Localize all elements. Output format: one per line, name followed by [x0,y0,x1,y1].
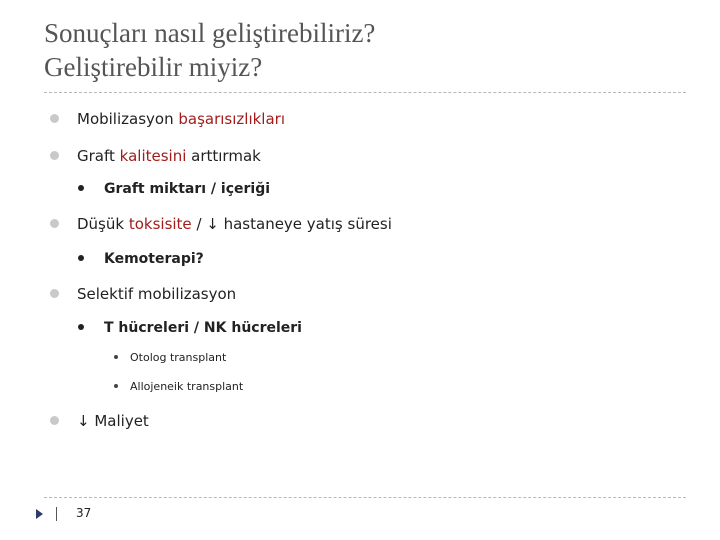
subsubbullet-allogeneic [114,380,243,393]
subbullet-t-nk-cells [78,320,302,336]
footer-separator [56,507,57,521]
bullet-selective-mobilization [50,285,236,303]
bullet-text-end: hastaneye yatış süresi [218,215,392,233]
subbullet-graft-amount [78,181,270,197]
triangle-marker-icon [36,509,43,519]
bullet-text: Graft miktarı / içeriği [104,181,271,197]
bullet-dot [50,416,59,425]
bullet-dot [78,255,84,261]
bullet-highlight: toksisite [128,215,192,233]
title-line-1: Sonuçları nasıl geliştirebiliriz? [44,18,376,48]
subbullet-chemotherapy [78,251,204,267]
bullet-dot [114,355,118,359]
bullet-dot [50,289,59,298]
bullet-separator: / [191,215,207,233]
bullet-cost [50,412,149,430]
bullet-text: Mobilizasyon [77,110,179,128]
bullet-dot [50,151,59,160]
bullet-text: Kemoterapi? [104,251,204,267]
bullet-text: T hücreleri / NK hücreleri [104,320,302,336]
bullet-dot [78,324,84,330]
title-divider [44,92,686,93]
bullet-highlight: başarısızlıkları [178,110,285,128]
bullet-low-toxicity [50,215,392,233]
slide-title [44,16,684,84]
footer-divider [44,497,686,498]
title-line-2: Geliştirebilir miyiz? [44,52,263,82]
bullet-text: Allojeneik transplant [130,380,244,393]
down-arrow-icon: ↓ [77,412,90,430]
down-arrow-icon: ↓ [206,215,219,233]
page-number: 37 [76,506,92,520]
bullet-text: Selektif mobilizasyon [77,285,237,303]
bullet-highlight: kalitesini [119,147,187,165]
bullet-text: Graft [77,147,120,165]
bullet-text-end: arttırmak [186,147,261,165]
bullet-dot [78,185,84,191]
bullet-text: Otolog transplant [130,351,227,364]
bullet-dot [50,219,59,228]
bullet-graft-quality [50,147,261,165]
bullet-mobilization-failures [50,110,285,128]
bullet-text: Düşük [77,215,129,233]
bullet-dot [114,384,118,388]
subsubbullet-autologous [114,351,226,364]
bullet-text: Maliyet [89,412,149,430]
bullet-dot [50,114,59,123]
